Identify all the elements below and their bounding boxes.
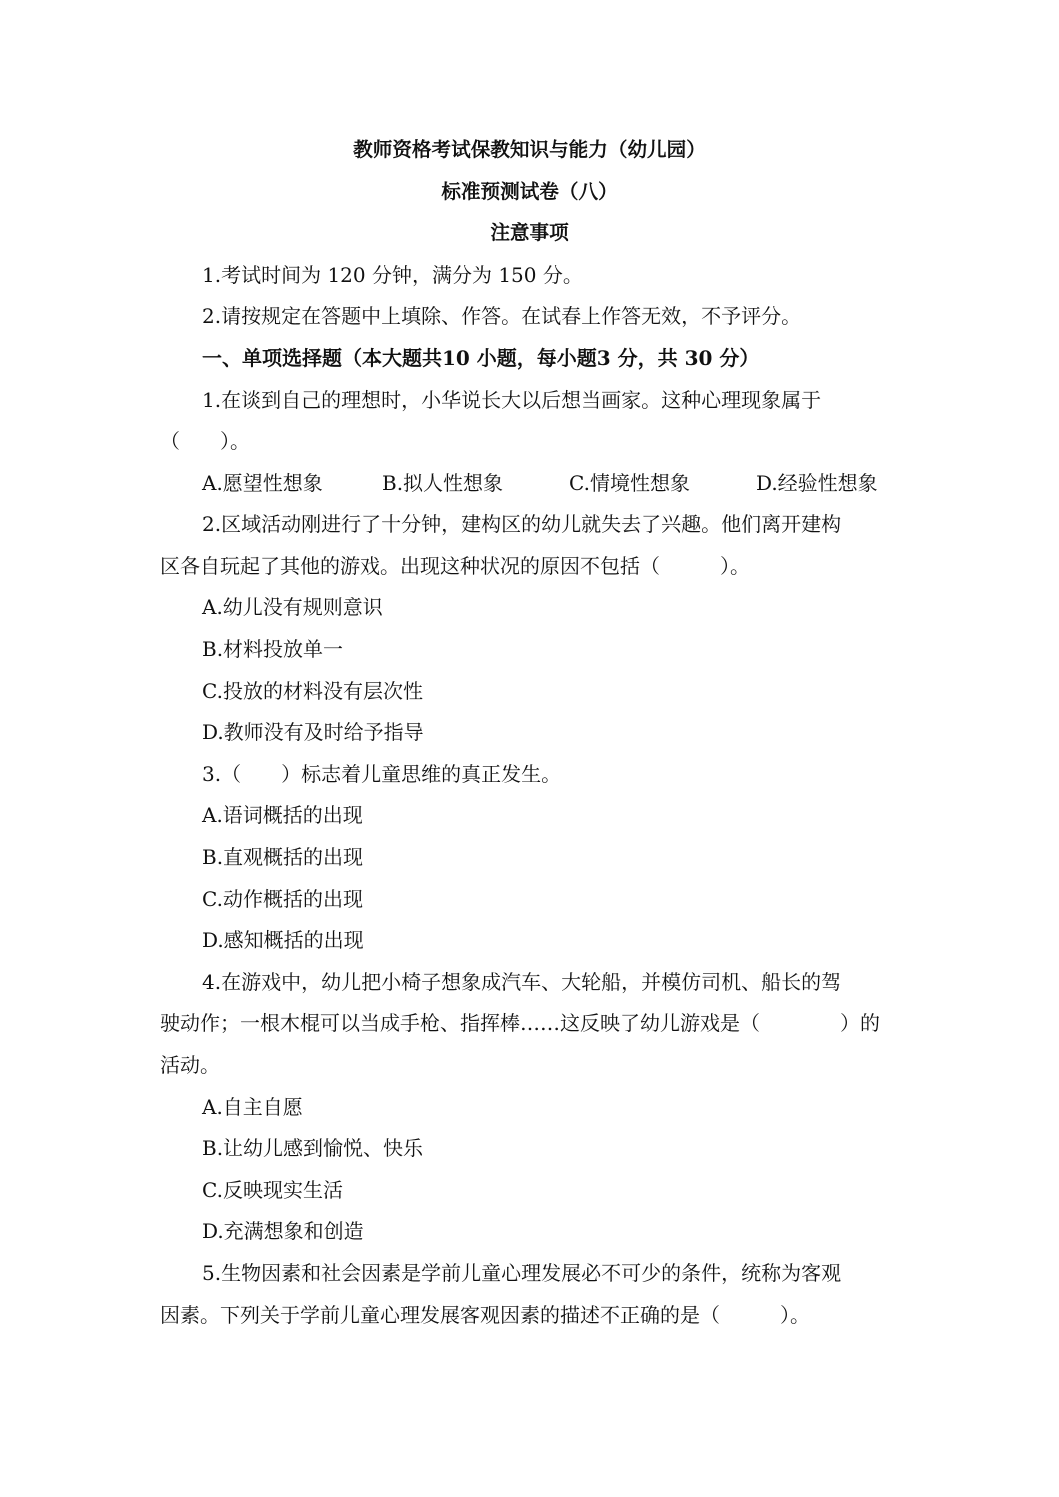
question-2-stem: 2.区域活动刚进行了十分钟，建构区的幼儿就失去了兴趣。他们离开建构 <box>202 512 842 536</box>
section-heading: 一、单项选择题（本大题共10 小题，每小题3 分，共 30 分） <box>202 346 760 370</box>
question-3-stem: 3.（ ）标志着儿童思维的真正发生。 <box>202 762 562 786</box>
question-1-stem: 1.在谈到自己的理想时，小华说长大以后想当画家。这种心理现象属于 <box>202 388 822 412</box>
question-1-stem-continued: （ ）。 <box>160 429 250 453</box>
question-5-stem-continued: 因素。下列关于学前儿童心理发展客观因素的描述不正确的是（ ）。 <box>160 1303 810 1327</box>
document-title: 教师资格考试保教知识与能力（幼儿园） <box>353 138 706 161</box>
question-3-option-d: D.感知概括的出现 <box>202 928 364 952</box>
notice-heading: 注意事项 <box>490 221 569 244</box>
question-4-option-c: C.反映现实生活 <box>202 1178 343 1202</box>
question-4-option-d: D.充满想象和创造 <box>202 1219 364 1243</box>
question-4-option-a: A.自主自愿 <box>202 1095 303 1119</box>
question-3-option-c: C.动作概括的出现 <box>202 887 363 911</box>
document-subtitle: 标准预测试卷（八） <box>441 180 618 203</box>
question-5-stem: 5.生物因素和社会因素是学前儿童心理发展必不可少的条件，统称为客观 <box>202 1261 842 1285</box>
question-3-option-b: B.直观概括的出现 <box>202 845 364 869</box>
question-4-option-b: B.让幼儿感到愉悦、快乐 <box>202 1136 424 1160</box>
question-2-option-c: C.投放的材料没有层次性 <box>202 679 423 703</box>
question-2-stem-continued: 区各自玩起了其他的游戏。出现这种状况的原因不包括（ ）。 <box>160 554 750 578</box>
notice-item-1: 1.考试时间为 120 分钟，满分为 150 分。 <box>202 263 583 287</box>
question-2-option-d: D.教师没有及时给予指导 <box>202 720 424 744</box>
question-3-option-a: A.语词概括的出现 <box>202 803 363 827</box>
question-1-option-d: D.经验性想象 <box>756 471 878 495</box>
question-4-stem-continued: 驶动作；一根木棍可以当成手枪、指挥棒……这反映了幼儿游戏是（ ）的 <box>160 1011 880 1035</box>
question-2-option-a: A.幼儿没有规则意识 <box>202 595 383 619</box>
question-1-option-b: B.拟人性想象 <box>382 471 504 495</box>
question-1-option-a: A.愿望性想象 <box>202 471 323 495</box>
notice-item-2: 2.请按规定在答题中上填除、作答。在试春上作答无效，不予评分。 <box>202 304 802 328</box>
question-2-option-b: B.材料投放单一 <box>202 637 344 661</box>
question-4-stem: 4.在游戏中，幼儿把小椅子想象成汽车、大轮船，并模仿司机、船长的驾 <box>202 970 842 994</box>
question-4-stem-end: 活动。 <box>160 1053 220 1077</box>
question-1-option-c: C.情境性想象 <box>569 471 690 495</box>
